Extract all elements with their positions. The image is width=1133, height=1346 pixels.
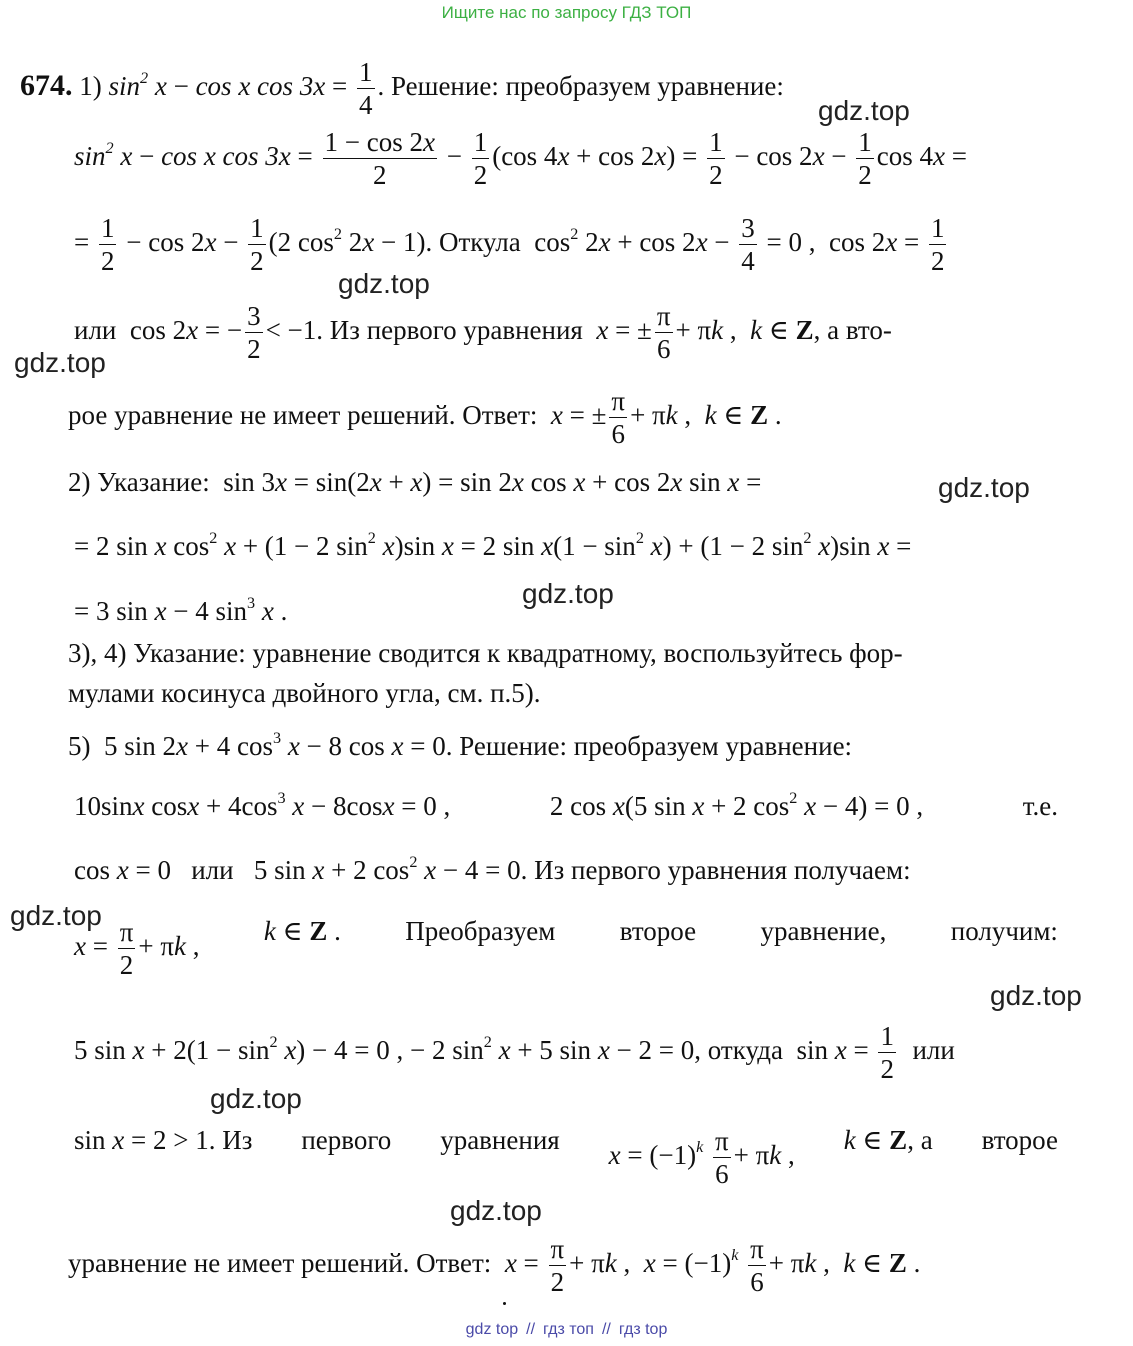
text-line: x = $\frac{\pi}{2}$ + πk , k ∈ Z . Преобразуем второе уравнение, получим: — [74, 916, 1058, 981]
equation-line: = 3 sin x − 4 $\sin^3 x$ . — [74, 593, 288, 626]
answer-line: уравнение не имеет решений. Ответ: x = $\frac{\pi}{2}$ + πk , $x = (-1)^k$ $\frac{\pi}{6}$ + πk , k ∈ Z . — [68, 1234, 921, 1298]
stray-dot — [503, 1302, 506, 1305]
watermark: gdz.top — [522, 578, 614, 609]
watermark: gdz.top — [990, 980, 1082, 1011]
footer-link[interactable]: gdz top — [465, 1321, 519, 1338]
watermark: gdz.top — [14, 347, 106, 378]
problem-number: 674. — [20, 69, 73, 103]
watermark: gdz.top — [10, 900, 102, 931]
watermark: gdz.top — [450, 1195, 542, 1226]
footer-link[interactable]: гдз топ — [543, 1321, 594, 1338]
watermark: gdz.top — [338, 268, 430, 299]
equation-line: $\sin^2 x - \cos x$ cos 3x = $\frac{1 - \cos 2x}{2}$ − $\frac{1}{2}$ (cos 4x + cos 2x) = $\frac{1}{2}$ − cos 2x − $\frac{1}{2}$ cos 4x = — [74, 127, 967, 191]
part2-hint: 2) Указание: sin 3x = sin(2x + x) = sin 2x cos x + cos 2x sin x = — [68, 467, 762, 497]
text-line: 5 $\sin x + 2(1 - \sin^2 x) - 4 = 0$ , − 2 $\sin^2 x + 5$ sin x − 2 = 0, откуда sin x = $\frac{1}{2}$ или — [74, 1021, 955, 1085]
part1-statement: 674. 1) $\sin^2 x - \cos x$ cos 3x = $\frac{1}{4}$ . Решение: преобразуем уравнение: — [20, 57, 784, 121]
text-line: или cos 2x = − $\frac{3}{2}$ < −1. Из первого уравнения x = ± $\frac{\pi}{6}$ + πk , k ∈ Z, а вто- — [74, 301, 892, 365]
watermark: gdz.top — [938, 472, 1030, 503]
part34-hint: 3), 4) Указание: уравнение сводится к квадратному, воспользуйтесь фор- — [68, 638, 903, 668]
watermark: gdz.top — [818, 95, 910, 126]
text-line: sin x = 2 > 1. Из первого уравнения $x = (-1)^k$ $\frac{\pi}{6}$ + πk , k ∈ Z, а второе — [74, 1125, 1058, 1190]
part5-statement: 5) 5 sin 2x + 4 $\cos^3 x - 8$ cos x = 0. Решение: преобразуем уравнение: — [68, 728, 853, 761]
part34-hint: мулами косинуса двойного угла, см. п.5). — [68, 678, 541, 708]
equation-line: 10sinx $\cos x + 4\cos^3$ x − 8cosx = 0 , 2 cos x(5 sin x + 2 $\cos^2 x - 4) = 0$ , т.е. — [74, 788, 1058, 821]
text-line: cos x = 0 или 5 sin x + 2 $\cos^2 x - 4 = 0$. Из первого уравнения получаем: — [74, 852, 911, 885]
part1-intro: . Решение: преобразуем уравнение: — [377, 71, 784, 102]
footer-link[interactable]: гдз top — [618, 1321, 668, 1338]
footer-links: gdz top // гдз топ // гдз top — [465, 1321, 668, 1338]
equation-line: = 2 sin x $\cos^2 x + (1 - 2$ $\sin^2 x)\sin$ x = 2 $\sin x(1 - \sin^2 x) + (1 - 2$ $\sin^2 x)\sin$ x = — [74, 528, 912, 561]
search-hint-banner: Ищите нас по запросу ГДЗ ТОП — [441, 3, 692, 22]
part1-label: 1) — [79, 71, 102, 102]
answer-line: рое уравнение не имеет решений. Ответ: x = ± $\frac{\pi}{6}$ + πk , k ∈ Z . — [68, 386, 782, 450]
equation-line: = $\frac{1}{2}$ − cos 2x − $\frac{1}{2}$ (2 $\cos^2 2x - 1$). Откула $\cos^2 2x + \cos 2x$ − $\frac{3}{4}$ = 0 , cos 2x = $\frac{1}{2}$ — [74, 213, 945, 277]
watermark: gdz.top — [210, 1083, 302, 1114]
